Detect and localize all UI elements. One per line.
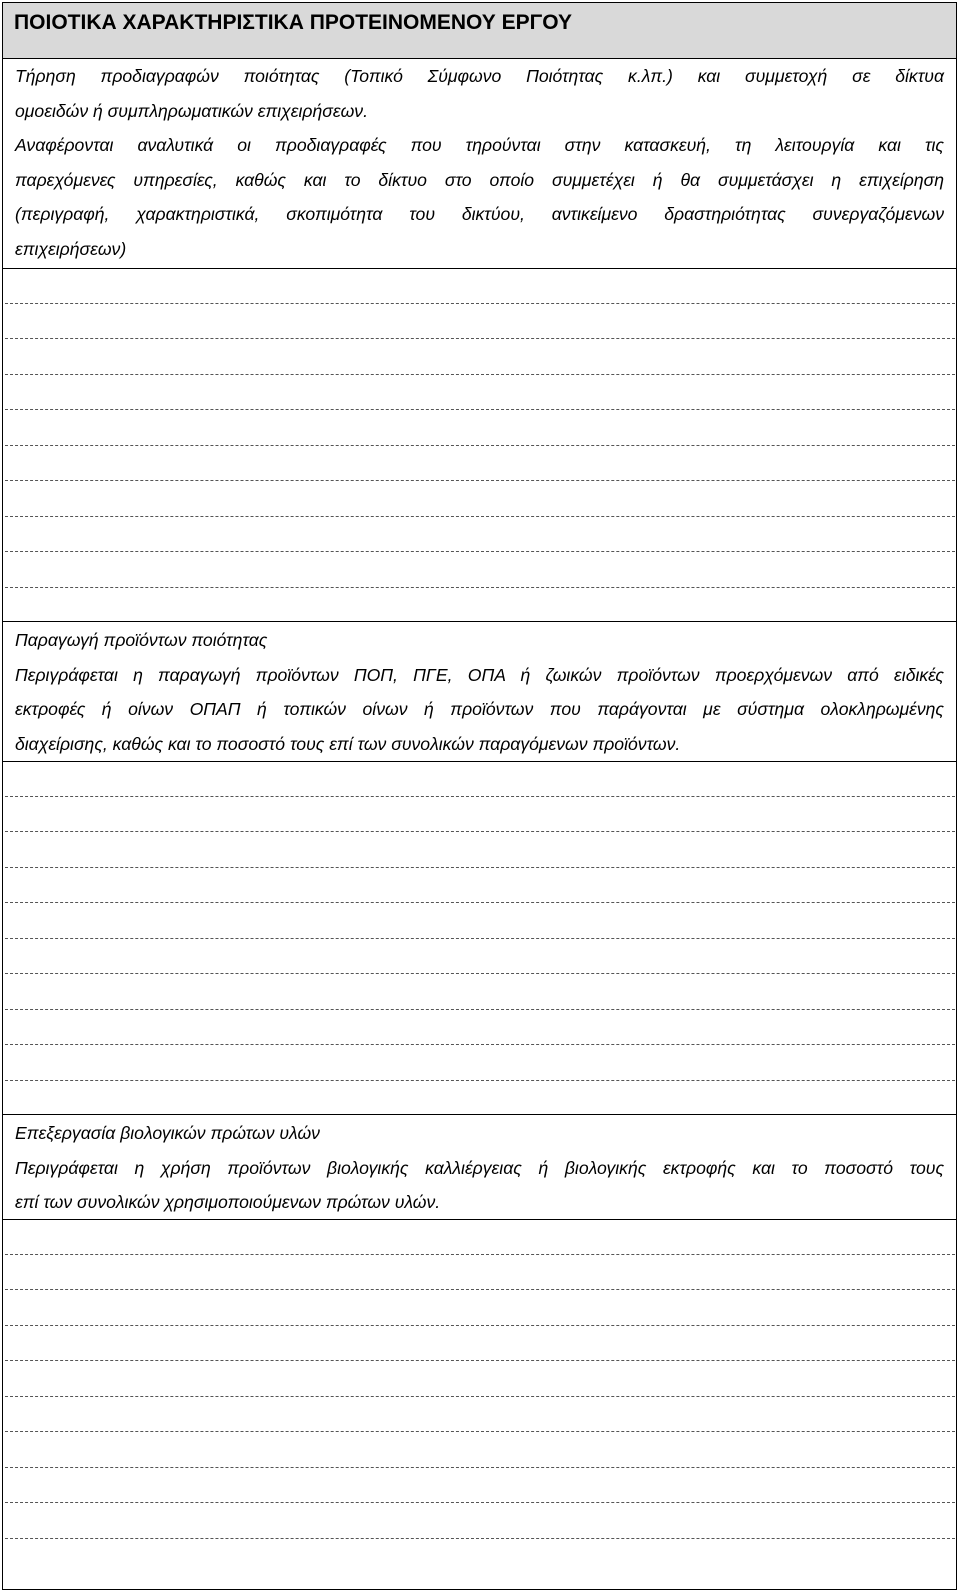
section-divider [3, 1114, 956, 1115]
answer-line[interactable] [5, 338, 955, 339]
section-text-line: επιχειρήσεων) [15, 238, 127, 259]
form-title: ΠΟΙΟΤΙΚΑ ΧΑΡΑΚΤΗΡΙΣΤΙΚΑ ΠΡΟΤΕΙΝΟΜΕΝΟΥ ΕΡΓΟΥ [14, 11, 573, 34]
answer-line[interactable] [5, 1044, 955, 1045]
answer-line[interactable] [5, 938, 955, 939]
section-quality-specifications-text [3, 59, 956, 266]
answer-line[interactable] [5, 1502, 955, 1503]
answer-line[interactable] [5, 1360, 955, 1361]
answer-line[interactable] [5, 902, 955, 903]
answer-line[interactable] [5, 445, 955, 446]
section-text-line: Περιγράφεται η χρήση προϊόντων βιολογικής καλλιέργειας ή βιολογικής εκτροφής και το ποσοστό τους [15, 1157, 944, 1178]
answer-line[interactable] [5, 831, 955, 832]
section-divider [3, 1219, 956, 1220]
section-text-line: διαχείρισης, καθώς και το ποσοστό τους επί των συνολικών παραγόμενων προϊόντων. [15, 733, 681, 754]
answer-line[interactable] [5, 973, 955, 974]
section-organic-materials-text [3, 1116, 956, 1220]
answer-line[interactable] [5, 516, 955, 517]
answer-line[interactable] [5, 1467, 955, 1468]
answer-line[interactable] [5, 1396, 955, 1397]
answer-line[interactable] [5, 374, 955, 375]
form-header [3, 3, 956, 59]
answer-line[interactable] [5, 480, 955, 481]
section-text-line: Αναφέρονται αναλυτικά οι προδιαγραφές που τηρούνται στην κατασκευή, τη λειτουργία και τις [15, 135, 944, 155]
answer-line[interactable] [5, 303, 955, 304]
answer-line[interactable] [5, 1080, 955, 1081]
section-quality-products-text [3, 623, 956, 761]
section-divider [3, 621, 956, 622]
section-text-line: Τήρηση προδιαγραφών ποιότητας (Τοπικό Σύμφωνο Ποιότητας κ.λπ.) και συμμετοχή σε δίκτυα [15, 66, 944, 86]
answer-line[interactable] [5, 1289, 955, 1290]
answer-line[interactable] [5, 1431, 955, 1432]
section-heading: Παραγωγή προϊόντων ποιότητας [15, 630, 268, 650]
section-divider [3, 761, 956, 762]
section-divider [3, 268, 956, 269]
answer-line[interactable] [5, 551, 955, 552]
section-text-line: Περιγράφεται η παραγωγή προϊόντων ΠΟΠ, ΠΓΕ, ΟΠΑ ή ζωικών προϊόντων προερχόμενων από ειδικές [15, 664, 944, 685]
section-text-line: (περιγραφή, χαρακτηριστικά, σκοπιμότητα του δικτύου, αντικείμενο δραστηριότητας συνεργαζόμενων [15, 204, 944, 224]
section-heading: Επεξεργασία βιολογικών πρώτων υλών [15, 1123, 320, 1143]
answer-line[interactable] [5, 409, 955, 410]
answer-line[interactable] [5, 1254, 955, 1255]
section-text-line: επί των συνολικών χρησιμοποιούμενων πρώτων υλών. [15, 1192, 441, 1212]
answer-line[interactable] [5, 1538, 955, 1539]
answer-line[interactable] [5, 867, 955, 868]
quality-characteristics-form [2, 2, 957, 1590]
section-text-line: ομοειδών ή συμπληρωματικών επιχειρήσεων. [15, 100, 368, 121]
answer-line[interactable] [5, 796, 955, 797]
section-text-line: παρεχόμενες υπηρεσίες, καθώς και το δίκτυο στο οποίο συμμετέχει ή θα συμμετάσχει η επιχείρηση [15, 169, 944, 190]
answer-line[interactable] [5, 587, 955, 588]
answer-line[interactable] [5, 1009, 955, 1010]
answer-line[interactable] [5, 1325, 955, 1326]
section-text-line: εκτροφές ή οίνων ΟΠΑΠ ή τοπικών οίνων ή προϊόντων που παράγονται με σύστημα ολοκληρωμένης [15, 699, 944, 719]
